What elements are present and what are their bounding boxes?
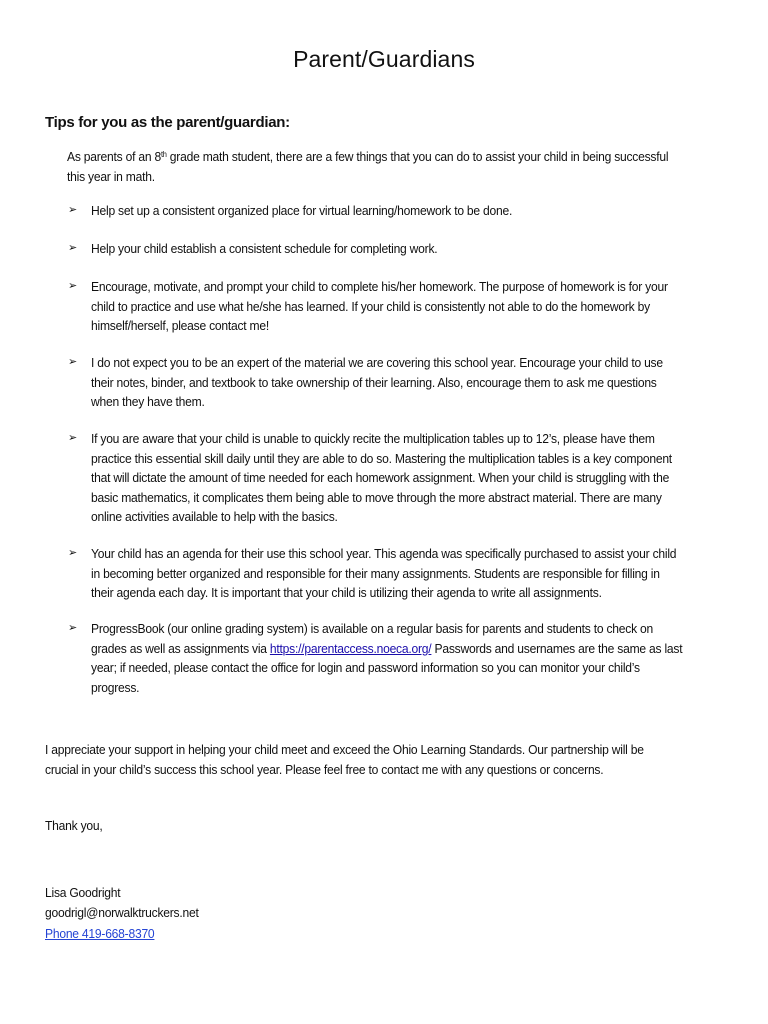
intro-paragraph — [67, 147, 718, 186]
list-item-text — [91, 239, 733, 259]
text-line: practice this essential skill daily until they are able to do so. Mastering the multiplication tables is a key component — [91, 450, 672, 466]
intro-text: grade math student, there are a few things that you can do to assist your child in being successful — [166, 149, 669, 164]
intro-line-1 — [67, 147, 718, 167]
text-line: when they have them. — [91, 394, 205, 409]
text-line: that will dictate the amount of time needed for each homework assignment. When your child is struggling with the — [91, 470, 670, 485]
ordinal-suffix: th — [160, 150, 167, 159]
phone-link[interactable]: Phone 419-668-8370 — [45, 926, 155, 941]
list-item-text — [91, 544, 733, 603]
list-item-text — [91, 619, 733, 697]
closing-paragraph — [45, 740, 719, 779]
signature-phone — [45, 924, 154, 944]
arrowhead-bullet-icon: ➢ — [68, 356, 78, 368]
text-line: I do not expect you to be an expert of the material we are covering this school year. Encourage your child to use — [91, 355, 663, 370]
signature-email: goodrigl@norwalktruckers.net — [45, 905, 199, 920]
page-title: Parent/Guardians — [293, 46, 475, 72]
text-line: progress. — [91, 679, 140, 695]
arrowhead-bullet-icon: ➢ — [68, 242, 78, 254]
section-heading: Tips for you as the parent/guardian: — [45, 114, 290, 131]
arrowhead-bullet-icon: ➢ — [68, 547, 78, 559]
text-line: himself/herself, please contact me! — [91, 318, 270, 333]
text-line: basic mathematics, it complicates them being able to move through the more abstract material. There are many — [91, 489, 662, 505]
text-line — [91, 639, 733, 659]
parentaccess-link[interactable]: https://parentaccess.noeca.org/ — [269, 640, 432, 656]
text-span: Passwords and usernames are the same as last — [431, 640, 683, 656]
text-line: their notes, binder, and textbook to take ownership of their learning. Also, encourage them to ask me questions — [91, 374, 657, 390]
text-line: crucial in your child’s success this school year. Please feel free to contact me with any questions or concerns. — [45, 761, 604, 777]
text-line: If you are aware that your child is unable to quickly recite the multiplication tables up to 12’s, please have them — [91, 431, 655, 446]
text-line: Your child has an agenda for their use this school year. This agenda was specifically purchased to assist your child — [91, 546, 677, 561]
text-line: Help your child establish a consistent schedule for completing work. — [91, 241, 438, 256]
arrowhead-bullet-icon: ➢ — [68, 432, 78, 444]
text-line: year; if needed, please contact the office for login and password information so you can monitor your child’s — [91, 660, 640, 675]
text-line: I appreciate your support in helping your child meet and exceed the Ohio Learning Standards. Our partnership will be — [45, 742, 644, 757]
intro-text: As parents of an 8 — [67, 149, 161, 164]
list-item-text — [91, 429, 733, 527]
arrowhead-bullet-icon: ➢ — [68, 204, 78, 216]
arrowhead-bullet-icon: ➢ — [68, 280, 78, 292]
text-line: online activities available to help with the basics. — [91, 509, 338, 524]
text-line: ProgressBook (our online grading system) is available on a regular basis for parents and students to check on — [91, 621, 654, 636]
text-line: Help set up a consistent organized place for virtual learning/homework to be done. — [91, 203, 513, 218]
text-line: Encourage, motivate, and prompt your child to complete his/her homework. The purpose of homework is for your — [91, 279, 668, 294]
arrowhead-bullet-icon: ➢ — [68, 622, 78, 634]
text-line: their agenda each day. It is important that your child is utilizing their agenda to write all assignments. — [91, 585, 602, 600]
list-item-text — [91, 277, 733, 336]
text-line: in becoming better organized and responsible for their many assignments. Students are responsible for filling in — [91, 565, 660, 581]
list-item-text — [91, 201, 733, 221]
list-item-text — [91, 353, 733, 412]
signature-name: Lisa Goodright — [45, 885, 121, 900]
sign-off: Thank you, — [45, 818, 103, 833]
intro-line-2: this year in math. — [67, 168, 155, 184]
text-line: child to practice and use what he/she has learned. If your child is consistently not able to do the homework by — [91, 298, 650, 314]
text-span: grades as well as assignments via — [91, 640, 270, 656]
